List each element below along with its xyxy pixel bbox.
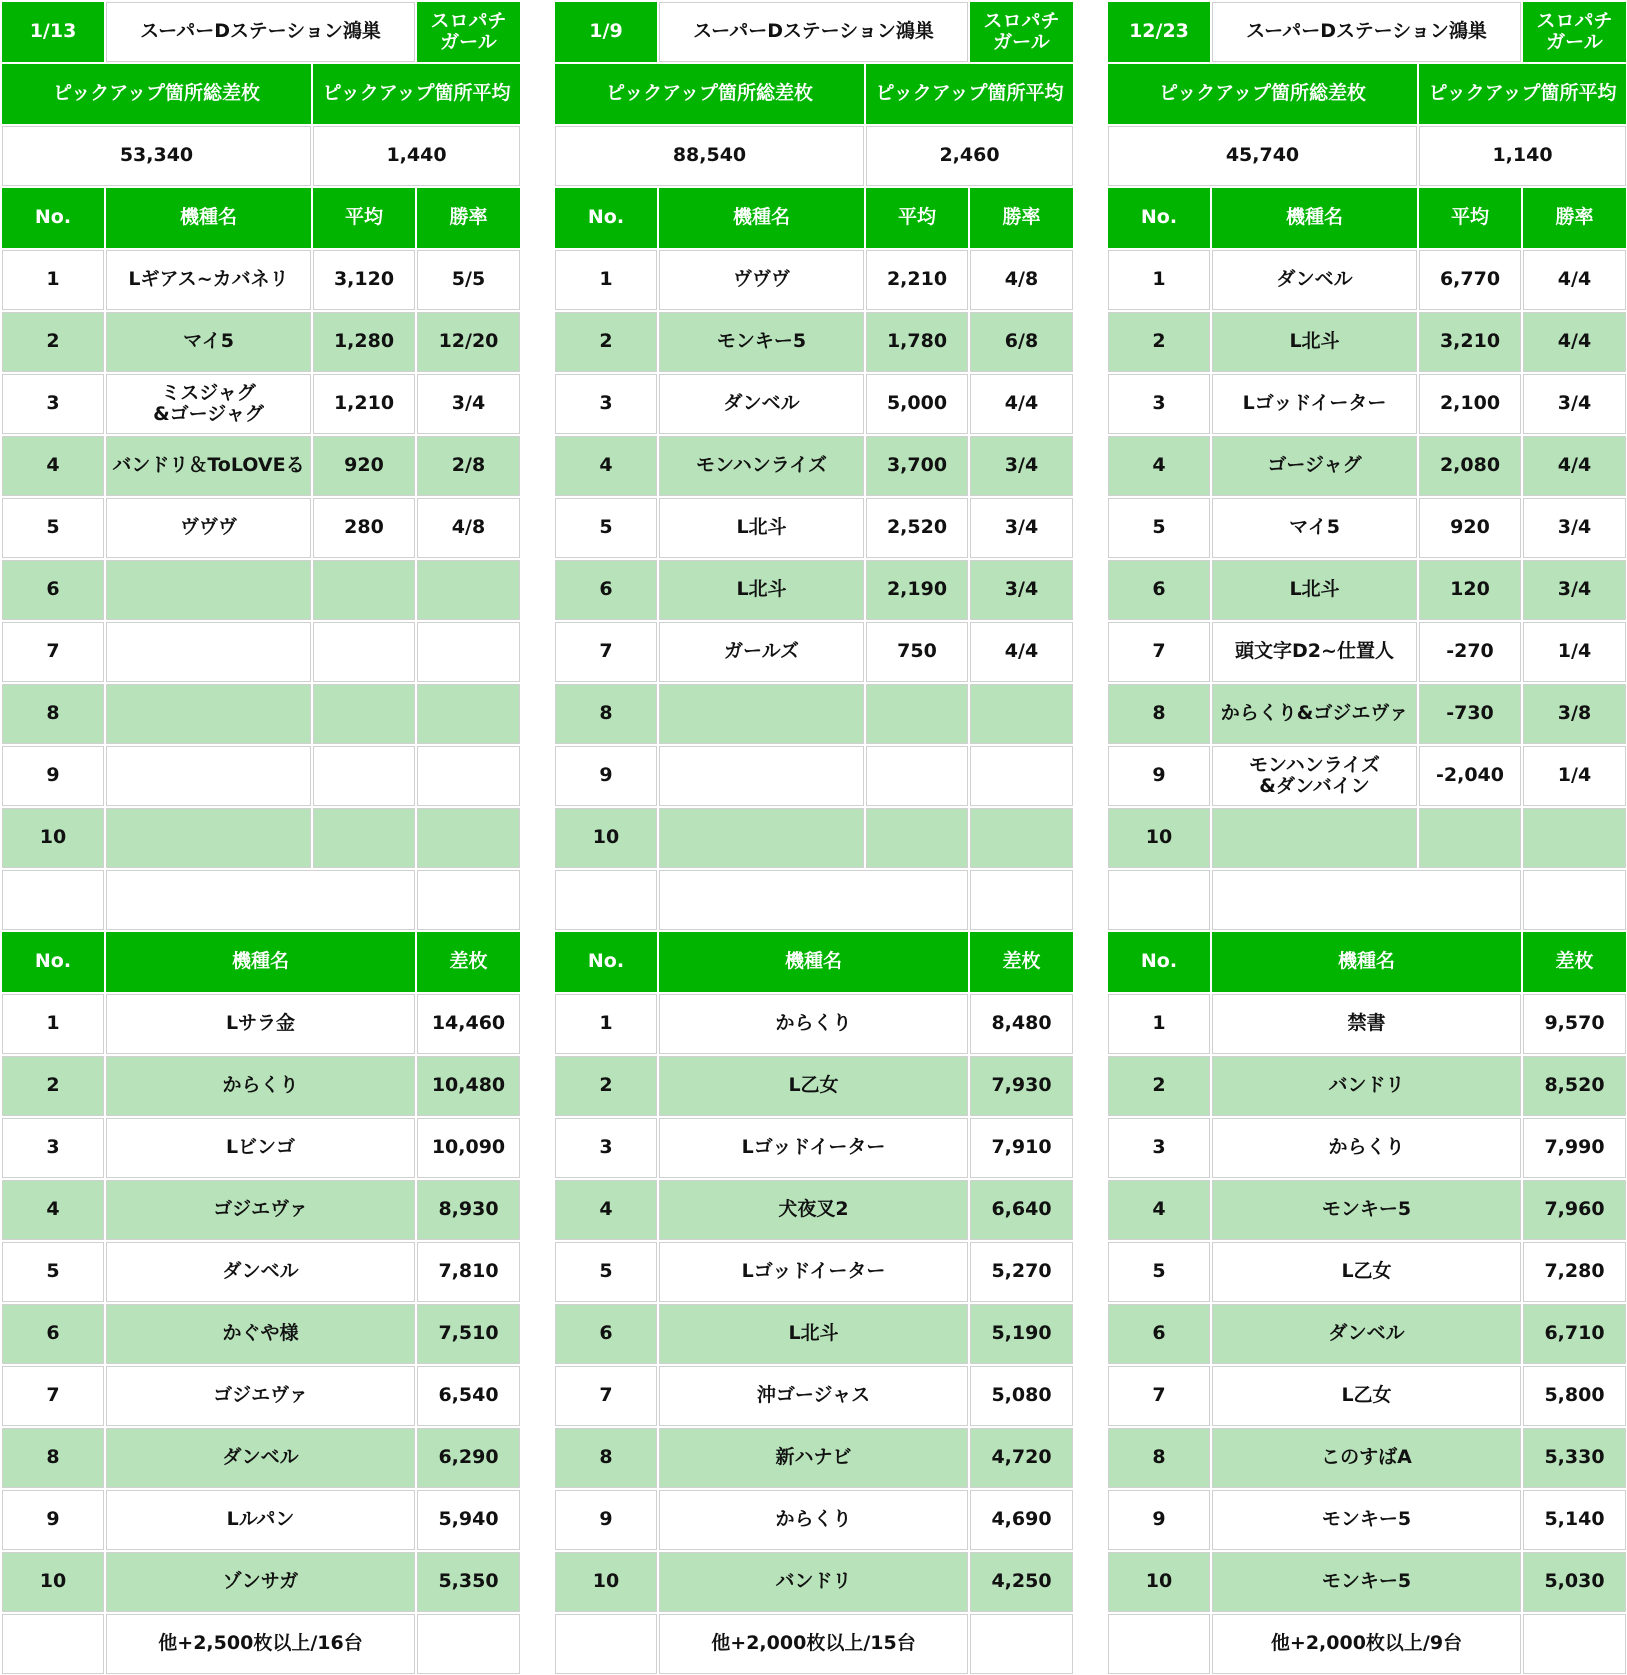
pickup-row-avg: -730 bbox=[1419, 684, 1521, 744]
pickup-header-no: No. bbox=[1108, 188, 1210, 248]
pickup-row-avg: -2,040 bbox=[1419, 746, 1521, 806]
pickup-header-no: No. bbox=[2, 188, 104, 248]
panel-3 bbox=[1108, 0, 1627, 1675]
top-row-diff: 4,720 bbox=[970, 1428, 1073, 1488]
pickup-row-win: 3/4 bbox=[970, 560, 1073, 620]
pickup-row-win bbox=[417, 560, 520, 620]
top-row-name: モンキー5 bbox=[1212, 1180, 1521, 1240]
pickup-row-win bbox=[1523, 808, 1626, 868]
summary-average-label: ピックアップ箇所平均 bbox=[313, 64, 520, 124]
top-row-name: ダンベル bbox=[106, 1428, 415, 1488]
top-row-no: 6 bbox=[1108, 1304, 1210, 1364]
pickup-row-avg: 6,770 bbox=[1419, 250, 1521, 310]
top-row-name: Lゴッドイーター bbox=[659, 1242, 968, 1302]
top-row-no: 9 bbox=[555, 1490, 657, 1550]
pickup-row-win bbox=[970, 746, 1073, 806]
top-row-no: 2 bbox=[2, 1056, 104, 1116]
top-row-diff: 6,710 bbox=[1523, 1304, 1626, 1364]
top-header-diff: 差枚 bbox=[970, 932, 1073, 992]
pickup-row-name: モンハンライズ &ダンバイン bbox=[1212, 746, 1417, 806]
pickup-row-name: ヴヴヴ bbox=[659, 250, 864, 310]
top-row-diff: 5,330 bbox=[1523, 1428, 1626, 1488]
pickup-row-avg bbox=[866, 808, 968, 868]
top-row-name: L乙女 bbox=[659, 1056, 968, 1116]
pickup-row-no: 8 bbox=[2, 684, 104, 744]
summary-average-value: 1,440 bbox=[313, 126, 520, 186]
pickup-row-name: ヴヴヴ bbox=[106, 498, 311, 558]
pickup-row-avg: 120 bbox=[1419, 560, 1521, 620]
summary-average-label: ピックアップ箇所平均 bbox=[866, 64, 1073, 124]
summary-total-value: 45,740 bbox=[1108, 126, 1417, 186]
footer-blank bbox=[1108, 1614, 1210, 1674]
date-cell: 1/13 bbox=[2, 2, 104, 62]
top-row-no: 8 bbox=[555, 1428, 657, 1488]
spacer-cell bbox=[659, 870, 968, 930]
pickup-row-no: 1 bbox=[1108, 250, 1210, 310]
top-header-diff: 差枚 bbox=[417, 932, 520, 992]
pickup-row-name: L北斗 bbox=[659, 560, 864, 620]
pickup-row-name bbox=[106, 808, 311, 868]
pickup-row-win: 3/4 bbox=[1523, 560, 1626, 620]
summary-total-label: ピックアップ箇所総差枚 bbox=[555, 64, 864, 124]
top-row-name: Lサラ金 bbox=[106, 994, 415, 1054]
pickup-row-win: 4/4 bbox=[1523, 312, 1626, 372]
pickup-row-no: 5 bbox=[2, 498, 104, 558]
top-row-diff: 14,460 bbox=[417, 994, 520, 1054]
top-row-diff: 8,520 bbox=[1523, 1056, 1626, 1116]
pickup-row-no: 3 bbox=[2, 374, 104, 434]
footer-blank bbox=[555, 1614, 657, 1674]
top-row-diff: 4,690 bbox=[970, 1490, 1073, 1550]
spacer-cell bbox=[1108, 870, 1210, 930]
top-row-no: 9 bbox=[1108, 1490, 1210, 1550]
pickup-row-name: からくり&ゴジエヴァ bbox=[1212, 684, 1417, 744]
top-header-diff: 差枚 bbox=[1523, 932, 1626, 992]
pickup-row-no: 3 bbox=[555, 374, 657, 434]
store-name: スーパーDステーション鴻巣 bbox=[1212, 2, 1521, 62]
top-row-name: かぐや様 bbox=[106, 1304, 415, 1364]
pickup-row-avg: 1,280 bbox=[313, 312, 415, 372]
pickup-row-no: 10 bbox=[555, 808, 657, 868]
pickup-row-win: 2/8 bbox=[417, 436, 520, 496]
top-row-name: Lゴッドイーター bbox=[659, 1118, 968, 1178]
pickup-row-name bbox=[659, 808, 864, 868]
pickup-row-win: 1/4 bbox=[1523, 622, 1626, 682]
top-header-no: No. bbox=[555, 932, 657, 992]
pickup-row-avg bbox=[1419, 808, 1521, 868]
pickup-row-win bbox=[417, 684, 520, 744]
top-row-no: 7 bbox=[2, 1366, 104, 1426]
pickup-row-name: マイ5 bbox=[1212, 498, 1417, 558]
pickup-header-name: 機種名 bbox=[659, 188, 864, 248]
date-cell: 1/9 bbox=[555, 2, 657, 62]
panel-1 bbox=[2, 0, 522, 1675]
pickup-header-avg: 平均 bbox=[313, 188, 415, 248]
top-row-diff: 7,930 bbox=[970, 1056, 1073, 1116]
top-row-name: ダンベル bbox=[1212, 1304, 1521, 1364]
top-row-no: 6 bbox=[555, 1304, 657, 1364]
footer-blank bbox=[417, 1614, 520, 1674]
pickup-row-win: 3/8 bbox=[1523, 684, 1626, 744]
top-row-name: このすばA bbox=[1212, 1428, 1521, 1488]
top-row-name: モンキー5 bbox=[1212, 1552, 1521, 1612]
pickup-row-name: L北斗 bbox=[1212, 560, 1417, 620]
pickup-row-win bbox=[970, 808, 1073, 868]
top-row-no: 4 bbox=[555, 1180, 657, 1240]
top-row-diff: 5,140 bbox=[1523, 1490, 1626, 1550]
top-row-no: 5 bbox=[2, 1242, 104, 1302]
top-row-no: 5 bbox=[555, 1242, 657, 1302]
pickup-row-name: ガールズ bbox=[659, 622, 864, 682]
pickup-row-name bbox=[659, 746, 864, 806]
top-row-no: 5 bbox=[1108, 1242, 1210, 1302]
pickup-row-avg: 1,210 bbox=[313, 374, 415, 434]
pickup-header-win: 勝率 bbox=[1523, 188, 1626, 248]
pickup-row-name: モンハンライズ bbox=[659, 436, 864, 496]
pickup-row-no: 10 bbox=[2, 808, 104, 868]
pickup-row-no: 2 bbox=[555, 312, 657, 372]
pickup-row-name: Lゴッドイーター bbox=[1212, 374, 1417, 434]
top-row-name: L北斗 bbox=[659, 1304, 968, 1364]
top-row-name: 犬夜叉2 bbox=[659, 1180, 968, 1240]
top-row-name: L乙女 bbox=[1212, 1366, 1521, 1426]
pickup-row-no: 6 bbox=[555, 560, 657, 620]
summary-average-value: 2,460 bbox=[866, 126, 1073, 186]
top-row-diff: 5,940 bbox=[417, 1490, 520, 1550]
pickup-row-no: 1 bbox=[555, 250, 657, 310]
pickup-row-name: L北斗 bbox=[659, 498, 864, 558]
pickup-row-avg: 3,700 bbox=[866, 436, 968, 496]
pickup-row-no: 5 bbox=[1108, 498, 1210, 558]
footer-blank bbox=[2, 1614, 104, 1674]
pickup-header-name: 機種名 bbox=[106, 188, 311, 248]
top-row-name: ゴジエヴァ bbox=[106, 1180, 415, 1240]
pickup-row-avg bbox=[313, 622, 415, 682]
top-row-diff: 10,480 bbox=[417, 1056, 520, 1116]
pickup-row-win: 4/4 bbox=[1523, 436, 1626, 496]
pickup-row-avg: 3,210 bbox=[1419, 312, 1521, 372]
pickup-row-avg bbox=[313, 560, 415, 620]
pickup-row-win: 4/4 bbox=[970, 374, 1073, 434]
top-row-diff: 7,280 bbox=[1523, 1242, 1626, 1302]
pickup-row-no: 3 bbox=[1108, 374, 1210, 434]
pickup-header-avg: 平均 bbox=[1419, 188, 1521, 248]
summary-total-value: 88,540 bbox=[555, 126, 864, 186]
summary-total-label: ピックアップ箇所総差枚 bbox=[1108, 64, 1417, 124]
pickup-header-avg: 平均 bbox=[866, 188, 968, 248]
top-row-no: 8 bbox=[2, 1428, 104, 1488]
pickup-row-avg bbox=[313, 746, 415, 806]
pickup-row-name: ダンベル bbox=[1212, 250, 1417, 310]
footer-note: 他+2,000枚以上/15台 bbox=[659, 1614, 968, 1674]
pickup-row-name bbox=[659, 684, 864, 744]
top-row-diff: 5,350 bbox=[417, 1552, 520, 1612]
pickup-row-win: 6/8 bbox=[970, 312, 1073, 372]
top-row-diff: 7,910 bbox=[970, 1118, 1073, 1178]
top-row-name: 沖ゴージャス bbox=[659, 1366, 968, 1426]
pickup-row-win bbox=[970, 684, 1073, 744]
pickup-row-name: Lギアス~カバネリ bbox=[106, 250, 311, 310]
top-row-name: からくり bbox=[106, 1056, 415, 1116]
spacer-cell bbox=[106, 870, 415, 930]
pickup-row-no: 7 bbox=[1108, 622, 1210, 682]
pickup-row-name: ミスジャグ &ゴージャグ bbox=[106, 374, 311, 434]
top-row-diff: 7,810 bbox=[417, 1242, 520, 1302]
top-row-no: 7 bbox=[1108, 1366, 1210, 1426]
pickup-row-win: 3/4 bbox=[417, 374, 520, 434]
spacer-cell bbox=[1523, 870, 1626, 930]
top-row-no: 1 bbox=[555, 994, 657, 1054]
pickup-row-win: 3/4 bbox=[970, 436, 1073, 496]
pickup-header-no: No. bbox=[555, 188, 657, 248]
top-row-diff: 7,960 bbox=[1523, 1180, 1626, 1240]
pickup-row-name bbox=[106, 684, 311, 744]
pickup-row-win bbox=[417, 622, 520, 682]
pickup-row-no: 10 bbox=[1108, 808, 1210, 868]
media-name: スロパチ ガール bbox=[970, 2, 1073, 62]
pickup-row-no: 4 bbox=[1108, 436, 1210, 496]
pickup-row-win: 12/20 bbox=[417, 312, 520, 372]
pickup-row-avg: 2,210 bbox=[866, 250, 968, 310]
pickup-row-win bbox=[417, 808, 520, 868]
pickup-row-name bbox=[106, 560, 311, 620]
pickup-row-no: 9 bbox=[555, 746, 657, 806]
pickup-row-no: 6 bbox=[1108, 560, 1210, 620]
top-row-name: モンキー5 bbox=[1212, 1490, 1521, 1550]
top-row-diff: 9,570 bbox=[1523, 994, 1626, 1054]
pickup-row-avg: 750 bbox=[866, 622, 968, 682]
top-row-diff: 5,800 bbox=[1523, 1366, 1626, 1426]
pickup-row-no: 4 bbox=[2, 436, 104, 496]
top-row-name: ダンベル bbox=[106, 1242, 415, 1302]
top-row-no: 2 bbox=[1108, 1056, 1210, 1116]
pickup-row-win: 1/4 bbox=[1523, 746, 1626, 806]
summary-total-label: ピックアップ箇所総差枚 bbox=[2, 64, 311, 124]
top-row-name: ゾンサガ bbox=[106, 1552, 415, 1612]
top-row-no: 10 bbox=[1108, 1552, 1210, 1612]
pickup-row-avg bbox=[313, 684, 415, 744]
pickup-row-avg: 5,000 bbox=[866, 374, 968, 434]
top-row-no: 6 bbox=[2, 1304, 104, 1364]
top-row-no: 4 bbox=[1108, 1180, 1210, 1240]
pickup-row-name bbox=[106, 622, 311, 682]
top-row-diff: 5,270 bbox=[970, 1242, 1073, 1302]
pickup-row-win: 4/4 bbox=[1523, 250, 1626, 310]
footer-note: 他+2,000枚以上/9台 bbox=[1212, 1614, 1521, 1674]
top-header-no: No. bbox=[2, 932, 104, 992]
pickup-row-no: 2 bbox=[1108, 312, 1210, 372]
top-row-name: からくり bbox=[1212, 1118, 1521, 1178]
pickup-row-win: 3/4 bbox=[970, 498, 1073, 558]
spacer-cell bbox=[555, 870, 657, 930]
top-row-no: 3 bbox=[555, 1118, 657, 1178]
top-row-name: からくり bbox=[659, 994, 968, 1054]
pickup-row-win: 3/4 bbox=[1523, 374, 1626, 434]
pickup-row-no: 4 bbox=[555, 436, 657, 496]
pickup-header-win: 勝率 bbox=[970, 188, 1073, 248]
top-row-name: バンドリ bbox=[659, 1552, 968, 1612]
panel-2 bbox=[555, 0, 1075, 1675]
top-row-diff: 6,640 bbox=[970, 1180, 1073, 1240]
pickup-row-avg: 920 bbox=[1419, 498, 1521, 558]
top-header-no: No. bbox=[1108, 932, 1210, 992]
top-row-no: 1 bbox=[2, 994, 104, 1054]
pickup-row-name: ダンベル bbox=[659, 374, 864, 434]
date-cell: 12/23 bbox=[1108, 2, 1210, 62]
top-row-no: 1 bbox=[1108, 994, 1210, 1054]
top-row-name: ゴジエヴァ bbox=[106, 1366, 415, 1426]
top-row-diff: 8,930 bbox=[417, 1180, 520, 1240]
top-header-name: 機種名 bbox=[1212, 932, 1521, 992]
spacer-cell bbox=[417, 870, 520, 930]
top-row-name: L乙女 bbox=[1212, 1242, 1521, 1302]
top-row-no: 3 bbox=[1108, 1118, 1210, 1178]
pickup-row-name: L北斗 bbox=[1212, 312, 1417, 372]
spacer-cell bbox=[2, 870, 104, 930]
pickup-header-name: 機種名 bbox=[1212, 188, 1417, 248]
top-row-name: バンドリ bbox=[1212, 1056, 1521, 1116]
top-row-no: 8 bbox=[1108, 1428, 1210, 1488]
store-name: スーパーDステーション鴻巣 bbox=[659, 2, 968, 62]
pickup-row-avg: 2,520 bbox=[866, 498, 968, 558]
top-row-diff: 6,540 bbox=[417, 1366, 520, 1426]
pickup-row-name: マイ5 bbox=[106, 312, 311, 372]
top-row-diff: 4,250 bbox=[970, 1552, 1073, 1612]
pickup-row-win: 4/4 bbox=[970, 622, 1073, 682]
top-row-name: Lビンゴ bbox=[106, 1118, 415, 1178]
media-name: スロパチ ガール bbox=[417, 2, 520, 62]
top-header-name: 機種名 bbox=[106, 932, 415, 992]
pickup-row-avg: 2,080 bbox=[1419, 436, 1521, 496]
pickup-row-avg bbox=[866, 746, 968, 806]
pickup-row-avg bbox=[313, 808, 415, 868]
top-row-diff: 5,080 bbox=[970, 1366, 1073, 1426]
pickup-row-no: 9 bbox=[2, 746, 104, 806]
top-row-no: 7 bbox=[555, 1366, 657, 1426]
pickup-row-no: 8 bbox=[1108, 684, 1210, 744]
top-row-no: 9 bbox=[2, 1490, 104, 1550]
top-row-name: からくり bbox=[659, 1490, 968, 1550]
top-header-name: 機種名 bbox=[659, 932, 968, 992]
pickup-row-win: 3/4 bbox=[1523, 498, 1626, 558]
pickup-row-no: 8 bbox=[555, 684, 657, 744]
pickup-row-avg: 1,780 bbox=[866, 312, 968, 372]
pickup-header-win: 勝率 bbox=[417, 188, 520, 248]
pickup-row-no: 2 bbox=[2, 312, 104, 372]
pickup-row-win: 5/5 bbox=[417, 250, 520, 310]
pickup-row-name: バンドリ＆ToLOVEる bbox=[106, 436, 311, 496]
top-row-no: 3 bbox=[2, 1118, 104, 1178]
pickup-row-name bbox=[106, 746, 311, 806]
footer-blank bbox=[1523, 1614, 1626, 1674]
pickup-row-avg: 2,190 bbox=[866, 560, 968, 620]
pickup-row-no: 1 bbox=[2, 250, 104, 310]
top-row-diff: 6,290 bbox=[417, 1428, 520, 1488]
pickup-row-avg: 2,100 bbox=[1419, 374, 1521, 434]
pickup-row-no: 5 bbox=[555, 498, 657, 558]
summary-average-label: ピックアップ箇所平均 bbox=[1419, 64, 1626, 124]
top-row-diff: 5,190 bbox=[970, 1304, 1073, 1364]
top-row-name: 新ハナビ bbox=[659, 1428, 968, 1488]
top-row-no: 2 bbox=[555, 1056, 657, 1116]
pickup-row-no: 9 bbox=[1108, 746, 1210, 806]
summary-total-value: 53,340 bbox=[2, 126, 311, 186]
top-row-diff: 7,990 bbox=[1523, 1118, 1626, 1178]
pickup-row-name: モンキー5 bbox=[659, 312, 864, 372]
pickup-row-name bbox=[1212, 808, 1417, 868]
pickup-row-avg: 3,120 bbox=[313, 250, 415, 310]
top-row-diff: 7,510 bbox=[417, 1304, 520, 1364]
top-row-name: Lルパン bbox=[106, 1490, 415, 1550]
pickup-row-avg: -270 bbox=[1419, 622, 1521, 682]
spacer-cell bbox=[970, 870, 1073, 930]
summary-average-value: 1,140 bbox=[1419, 126, 1626, 186]
pickup-row-no: 7 bbox=[2, 622, 104, 682]
pickup-row-name: 頭文字D2~仕置人 bbox=[1212, 622, 1417, 682]
store-name: スーパーDステーション鴻巣 bbox=[106, 2, 415, 62]
top-row-no: 10 bbox=[555, 1552, 657, 1612]
pickup-row-avg: 920 bbox=[313, 436, 415, 496]
top-row-no: 10 bbox=[2, 1552, 104, 1612]
top-row-name: 禁書 bbox=[1212, 994, 1521, 1054]
pickup-row-win: 4/8 bbox=[970, 250, 1073, 310]
pickup-row-win: 4/8 bbox=[417, 498, 520, 558]
top-row-diff: 10,090 bbox=[417, 1118, 520, 1178]
spacer-cell bbox=[1212, 870, 1521, 930]
footer-note: 他+2,500枚以上/16台 bbox=[106, 1614, 415, 1674]
media-name: スロパチ ガール bbox=[1523, 2, 1626, 62]
pickup-row-no: 6 bbox=[2, 560, 104, 620]
top-row-no: 4 bbox=[2, 1180, 104, 1240]
top-row-diff: 8,480 bbox=[970, 994, 1073, 1054]
pickup-row-avg bbox=[866, 684, 968, 744]
pickup-row-win bbox=[417, 746, 520, 806]
footer-blank bbox=[970, 1614, 1073, 1674]
pickup-row-no: 7 bbox=[555, 622, 657, 682]
top-row-diff: 5,030 bbox=[1523, 1552, 1626, 1612]
pickup-row-avg: 280 bbox=[313, 498, 415, 558]
pickup-row-name: ゴージャグ bbox=[1212, 436, 1417, 496]
